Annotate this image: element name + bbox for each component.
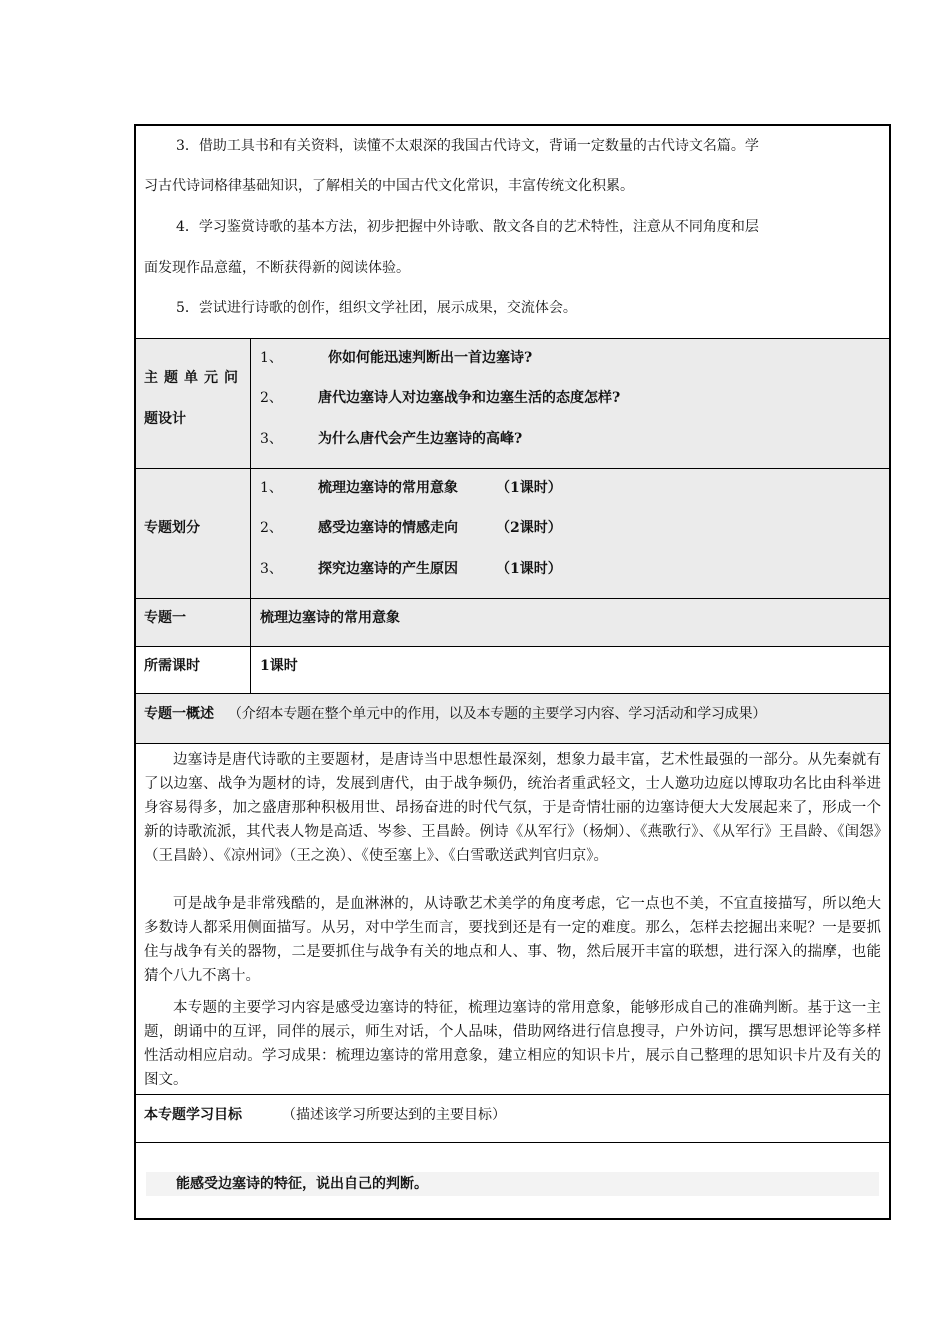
topic-one-value: 梳理边塞诗的常用意象 xyxy=(260,610,400,626)
objective-4-line2: 面发现作品意蕴，不断获得新的阅读体验。 xyxy=(144,260,410,276)
topic-1-number: 1、 xyxy=(260,480,283,496)
topic-3-text: 探究边塞诗的产生原因 xyxy=(318,561,458,577)
question-3-text: 为什么唐代会产生边塞诗的高峰? xyxy=(318,431,523,447)
unit-questions-label-line1: 主题单元问 xyxy=(144,370,244,386)
objective-4-line1: 4．学习鉴赏诗歌的基本方法，初步把握中外诗歌、散文各自的艺术特性，注意从不同角度和层 xyxy=(176,219,759,235)
topic-2-hours: （2课时） xyxy=(496,520,562,536)
goals-note: （描述该学习所要达到的主要目标） xyxy=(282,1107,506,1123)
objective-3-line2: 习古代诗词格律基础知识，了解相关的中国古代文化常识，丰富传统文化积累。 xyxy=(144,178,634,194)
topics-label: 专题划分 xyxy=(144,520,200,536)
overview-label: 专题一概述 xyxy=(144,706,214,722)
topic-2-text: 感受边塞诗的情感走向 xyxy=(318,520,458,536)
question-1-text: 你如何能迅速判断出一首边塞诗? xyxy=(328,350,533,366)
topic-2-number: 2、 xyxy=(260,520,283,536)
hours-needed-label: 所需课时 xyxy=(144,658,200,674)
question-2-text: 唐代边塞诗人对边塞战争和边塞生活的态度怎样? xyxy=(318,390,621,406)
goal-text: 能感受边塞诗的特征，说出自己的判断。 xyxy=(176,1176,428,1192)
unit-questions-label-line2: 题设计 xyxy=(144,411,186,427)
objective-5: 5．尝试进行诗歌的创作，组织文学社团，展示成果，交流体会。 xyxy=(176,300,577,316)
objective-3-line1: 3．借助工具书和有关资料，读懂不太艰深的我国古代诗文，背诵一定数量的古代诗文名篇。学 xyxy=(176,138,759,154)
goals-label: 本专题学习目标 xyxy=(144,1107,242,1123)
overview-paragraph-1: 边塞诗是唐代诗歌的主要题材，是唐诗当中思想性最深刻，想象力最丰富，艺术性最强的一部分。从先秦就有了以边塞、战争为题材的诗，发展到唐代，由于战争频仍，统治者重武轻文，士人邀功边庭以博取功名比由科举进身容易得多，加之盛唐那种积极用世、昂扬奋进的时代气氛，于是奇情壮丽的边塞诗便大大发展起来了，形成一个新的诗歌流派，其代表人物是高适、岑参、王昌龄。例诗《从军行》（杨炯）、《燕歌行》、《从军行》王昌龄、《闺怨》（王昌龄）、《凉州词》（王之涣）、《使至塞上》、《白雪歌送武判官归京》。 xyxy=(144,752,881,864)
overview-note: （介绍本专题在整个单元中的作用，以及本专题的主要学习内容、学习活动和学习成果） xyxy=(228,706,767,722)
overview-paragraph-3: 本专题的主要学习内容是感受边塞诗的特征，梳理边塞诗的常用意象，能够形成自己的准确判断。基于这一主题，朗诵中的互评，同伴的展示，师生对话，个人品味，借助网络进行信息搜寻，户外访问，撰写思想评论等多样性活动相应启动。学习成果：梳理边塞诗的常用意象，建立相应的知识卡片，展示自己整理的思知识卡片及有关的图文。 xyxy=(144,1000,881,1088)
question-3-number: 3、 xyxy=(260,431,283,447)
topic-3-hours: （1课时） xyxy=(496,561,562,577)
topic-one-label: 专题一 xyxy=(144,610,186,626)
question-1-number: 1、 xyxy=(260,350,283,366)
hours-needed-value: 1课时 xyxy=(260,658,298,674)
overview-paragraph-2: 可是战争是非常残酷的，是血淋淋的，从诗歌艺术美学的角度考虑，它一点也不美，不宜直接描写，所以绝大多数诗人都采用侧面描写。从另，对中学生而言，要找到还是有一定的难度。那么，怎样去挖掘出来呢？一是要抓住与战争有关的器物，二是要抓住与战争有关的地点和人、事、物，然后展开丰富的联想，进行深入的揣摩，也能猜个八九不离十。 xyxy=(144,896,881,984)
topic-1-text: 梳理边塞诗的常用意象 xyxy=(318,480,458,496)
question-2-number: 2、 xyxy=(260,390,283,406)
topic-3-number: 3、 xyxy=(260,561,283,577)
topic-1-hours: （1课时） xyxy=(496,480,562,496)
lesson-plan-table xyxy=(134,124,891,1220)
